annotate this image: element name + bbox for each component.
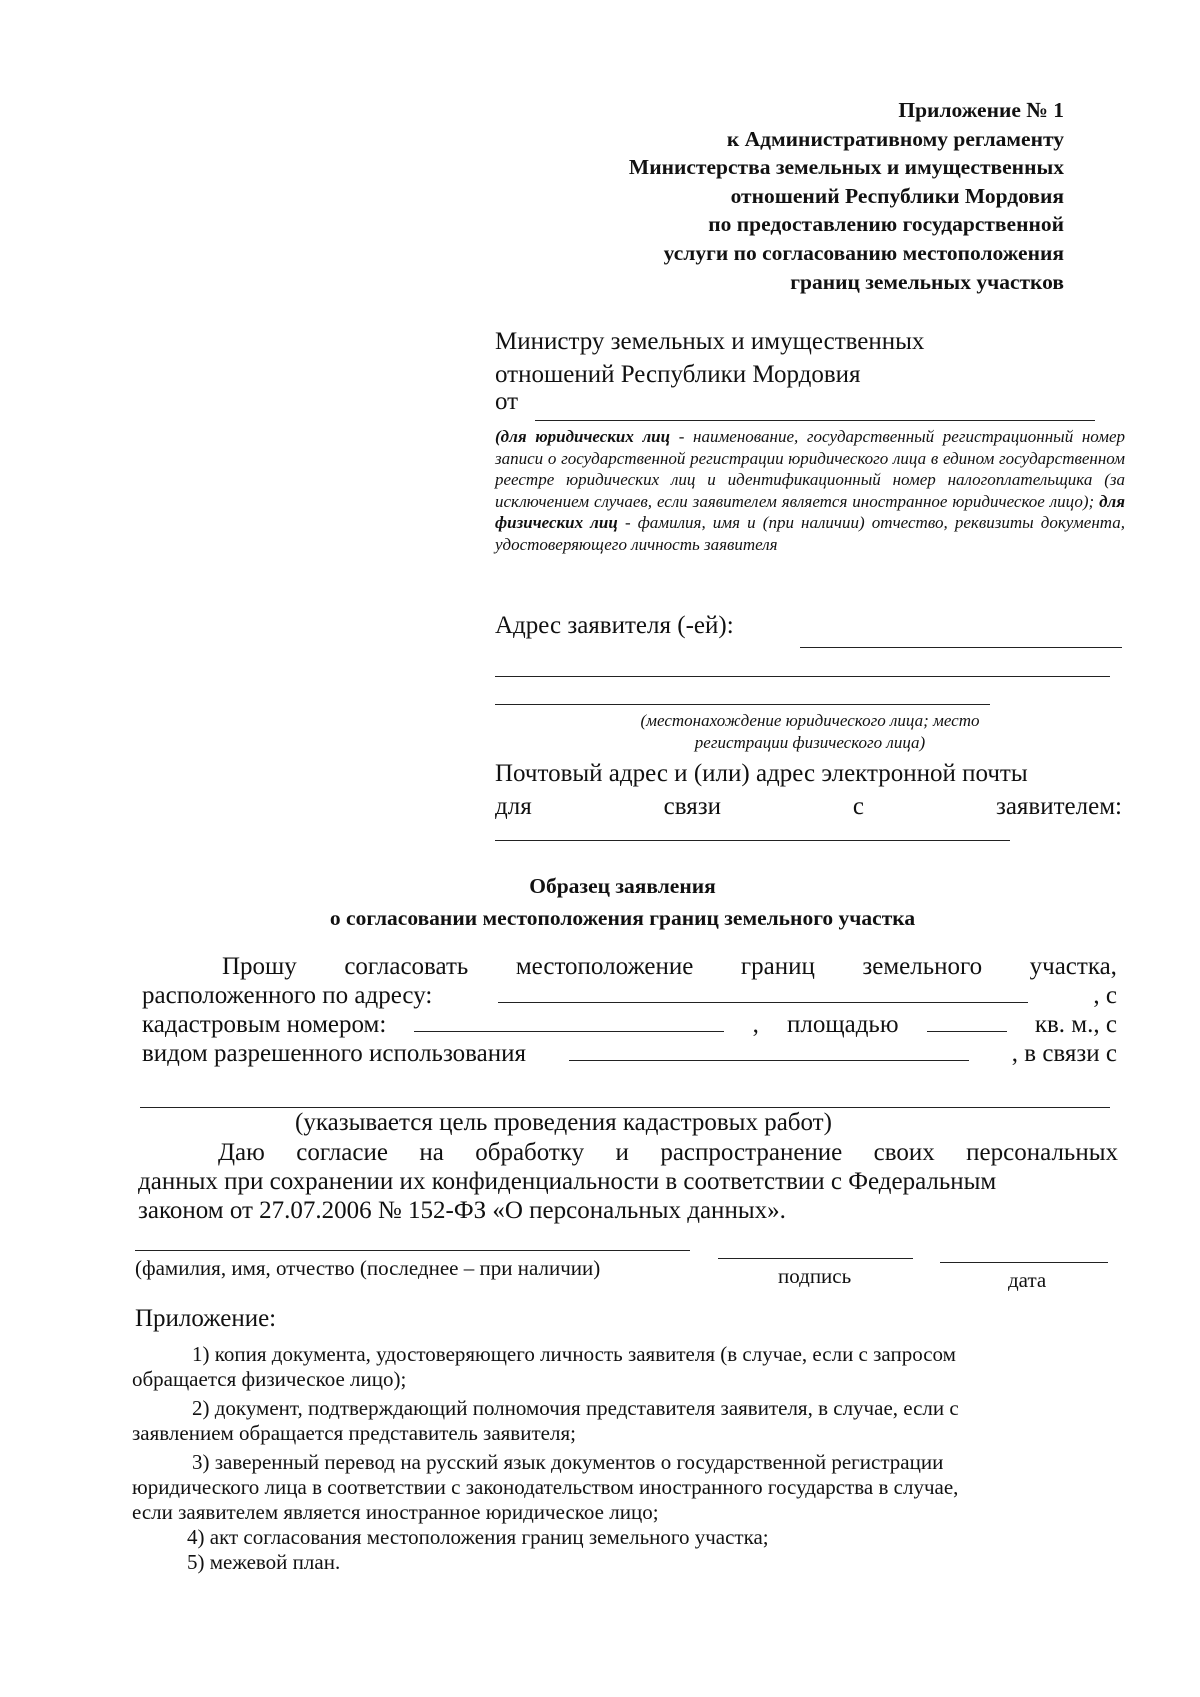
addressee-block (495, 325, 1125, 391)
consent-paragraph (138, 1138, 1118, 1225)
title-line: о согласовании местоположения границ земельного участка (329, 906, 916, 930)
area-input-line[interactable] (927, 1013, 1007, 1032)
request-row (142, 1039, 1117, 1068)
attachment-item (132, 1525, 1112, 1550)
attachment-line: 5) межевой план. (187, 1550, 341, 1574)
header-line: услуги по согласованию местоположения (663, 240, 1064, 265)
address-field-line-1[interactable] (800, 647, 1122, 648)
request-text: , (752, 1011, 759, 1038)
header-line: отношений Республики Мордовия (730, 183, 1064, 208)
address-input-line[interactable] (498, 984, 1028, 1003)
attachment-item (132, 1550, 1112, 1575)
request-word: Прошу (222, 953, 297, 980)
request-row (142, 981, 1117, 1010)
date-input-line[interactable] (940, 1262, 1108, 1263)
applicant-note (495, 426, 1125, 555)
postal-block (495, 757, 1125, 823)
address-note (560, 710, 1060, 753)
cadastral-input-line[interactable] (414, 1013, 724, 1032)
postal-line1: Почтовый адрес и (или) адрес электронной почты (495, 760, 1028, 787)
header-line: Приложение № 1 (898, 98, 1064, 122)
consent-word: персональных (966, 1139, 1118, 1166)
attachment-line: заявлением обращается представитель заявителя; (132, 1421, 576, 1445)
request-text: кв. м., с (1034, 1011, 1117, 1038)
attachment-item (132, 1342, 1112, 1392)
address-note-line: (местонахождение юридического лица; место (640, 711, 980, 730)
address-field-line-3[interactable] (495, 704, 990, 705)
postal-line (495, 757, 1122, 790)
address-field-line-2[interactable] (495, 676, 1110, 677)
postal-word: заявителем: (995, 793, 1122, 820)
attachments-title: Приложение: (135, 1305, 277, 1332)
consent-word: согласие (296, 1139, 388, 1166)
attachment-item (132, 1396, 1112, 1446)
request-word: согласовать (344, 953, 469, 980)
postal-word: для (495, 793, 532, 820)
address-label-text: расположенного по адресу: (142, 982, 433, 1009)
date-caption: дата (1008, 1268, 1047, 1292)
address-note-line: регистрации физического лица) (694, 732, 926, 752)
consent-line: данных при сохранении их конфиденциальности в соответствии с Федеральным (138, 1168, 997, 1195)
header-line: к Административному регламенту (726, 126, 1064, 151)
header-line: границ земельных участков (790, 269, 1064, 294)
note-legal-label: (для юридических лиц (495, 427, 671, 446)
land-use-label: видом разрешенного использования (142, 1040, 527, 1067)
fio-caption: (фамилия, имя, отчество (последнее – при наличии) (135, 1256, 601, 1280)
consent-word: и (615, 1139, 629, 1166)
sign-input-line[interactable] (718, 1258, 913, 1259)
cadastral-label: кадастровым номером: (142, 1011, 387, 1038)
request-row (142, 952, 1117, 981)
postal-word: связи (663, 793, 721, 820)
address-label: Адрес заявителя (-ей): (495, 612, 734, 639)
consent-word: обработку (475, 1139, 585, 1166)
attachment-line: 3) заверенный перевод на русский язык документов о государственной регистрации (192, 1450, 944, 1474)
note-phys-text: - фамилия, имя и (при наличии) отчество, реквизиты документа, удостоверяющего личность заявителя (495, 513, 1125, 554)
addressee-line: отношений Республики Мордовия (495, 361, 861, 388)
header-line: Министерства земельных и имущественных (628, 155, 1064, 180)
request-word: участка, (1029, 953, 1117, 980)
addressee-line: Министру земельных и имущественных (495, 328, 925, 355)
request-row (142, 1010, 1117, 1039)
postal-field-line[interactable] (495, 840, 1010, 841)
appendix-header (504, 96, 1064, 296)
land-use-input-line[interactable] (569, 1042, 969, 1061)
area-label: площадью (787, 1011, 899, 1038)
request-word: границ (740, 953, 815, 980)
postal-words-row (495, 790, 1122, 823)
attachment-line: обращается физическое лицо); (132, 1367, 407, 1391)
attachment-item (132, 1450, 1112, 1525)
note-legal-text: - наименование, государственный регистрационный номер записи о государственной регистрации юридического лица в едином государственном реестре юридических лиц и идентификационный номер налогоплательщика (за исключением случаев, если заявителем является иностранное юридическое лицо); (495, 427, 1126, 511)
document-title (0, 870, 1200, 934)
consent-word: Даю (218, 1139, 265, 1166)
attachment-line: юридического лица в соответствии с законодательством иностранного государства в случае, (132, 1475, 959, 1499)
purpose-note: (указывается цель проведения кадастровых работ) (295, 1109, 832, 1136)
request-text: , в связи с (1011, 1040, 1117, 1067)
fio-input-line[interactable] (135, 1250, 690, 1251)
consent-word: на (419, 1139, 444, 1166)
request-text: , с (1093, 982, 1117, 1009)
attachment-line: если заявителем является иностранное юридическое лицо; (132, 1500, 659, 1524)
consent-row (138, 1138, 1118, 1167)
attachments-list (132, 1342, 1112, 1575)
sign-caption: подпись (778, 1264, 852, 1288)
request-paragraph (142, 952, 1117, 1068)
consent-line: законом от 27.07.2006 № 152-ФЗ «О персональных данных». (138, 1197, 786, 1224)
postal-word: с (852, 793, 865, 820)
request-word: земельного (862, 953, 983, 980)
from-label: от (495, 388, 519, 415)
header-line: по предоставлению государственной (708, 212, 1064, 237)
attachment-line: 1) копия документа, удостоверяющего личность заявителя (в случае, если с запросом (192, 1342, 956, 1366)
title-line: Образец заявления (529, 874, 716, 898)
attachment-line: 2) документ, подтверждающий полномочия представителя заявителя, в случае, если с (192, 1396, 959, 1420)
note-phys-label: для физических лиц (495, 491, 1125, 532)
consent-word: своих (873, 1139, 935, 1166)
request-word: местоположение (515, 953, 694, 980)
consent-word: распространение (660, 1139, 843, 1166)
from-field-line[interactable] (535, 420, 1095, 421)
attachment-line: 4) акт согласования местоположения границ земельного участка; (187, 1525, 769, 1549)
